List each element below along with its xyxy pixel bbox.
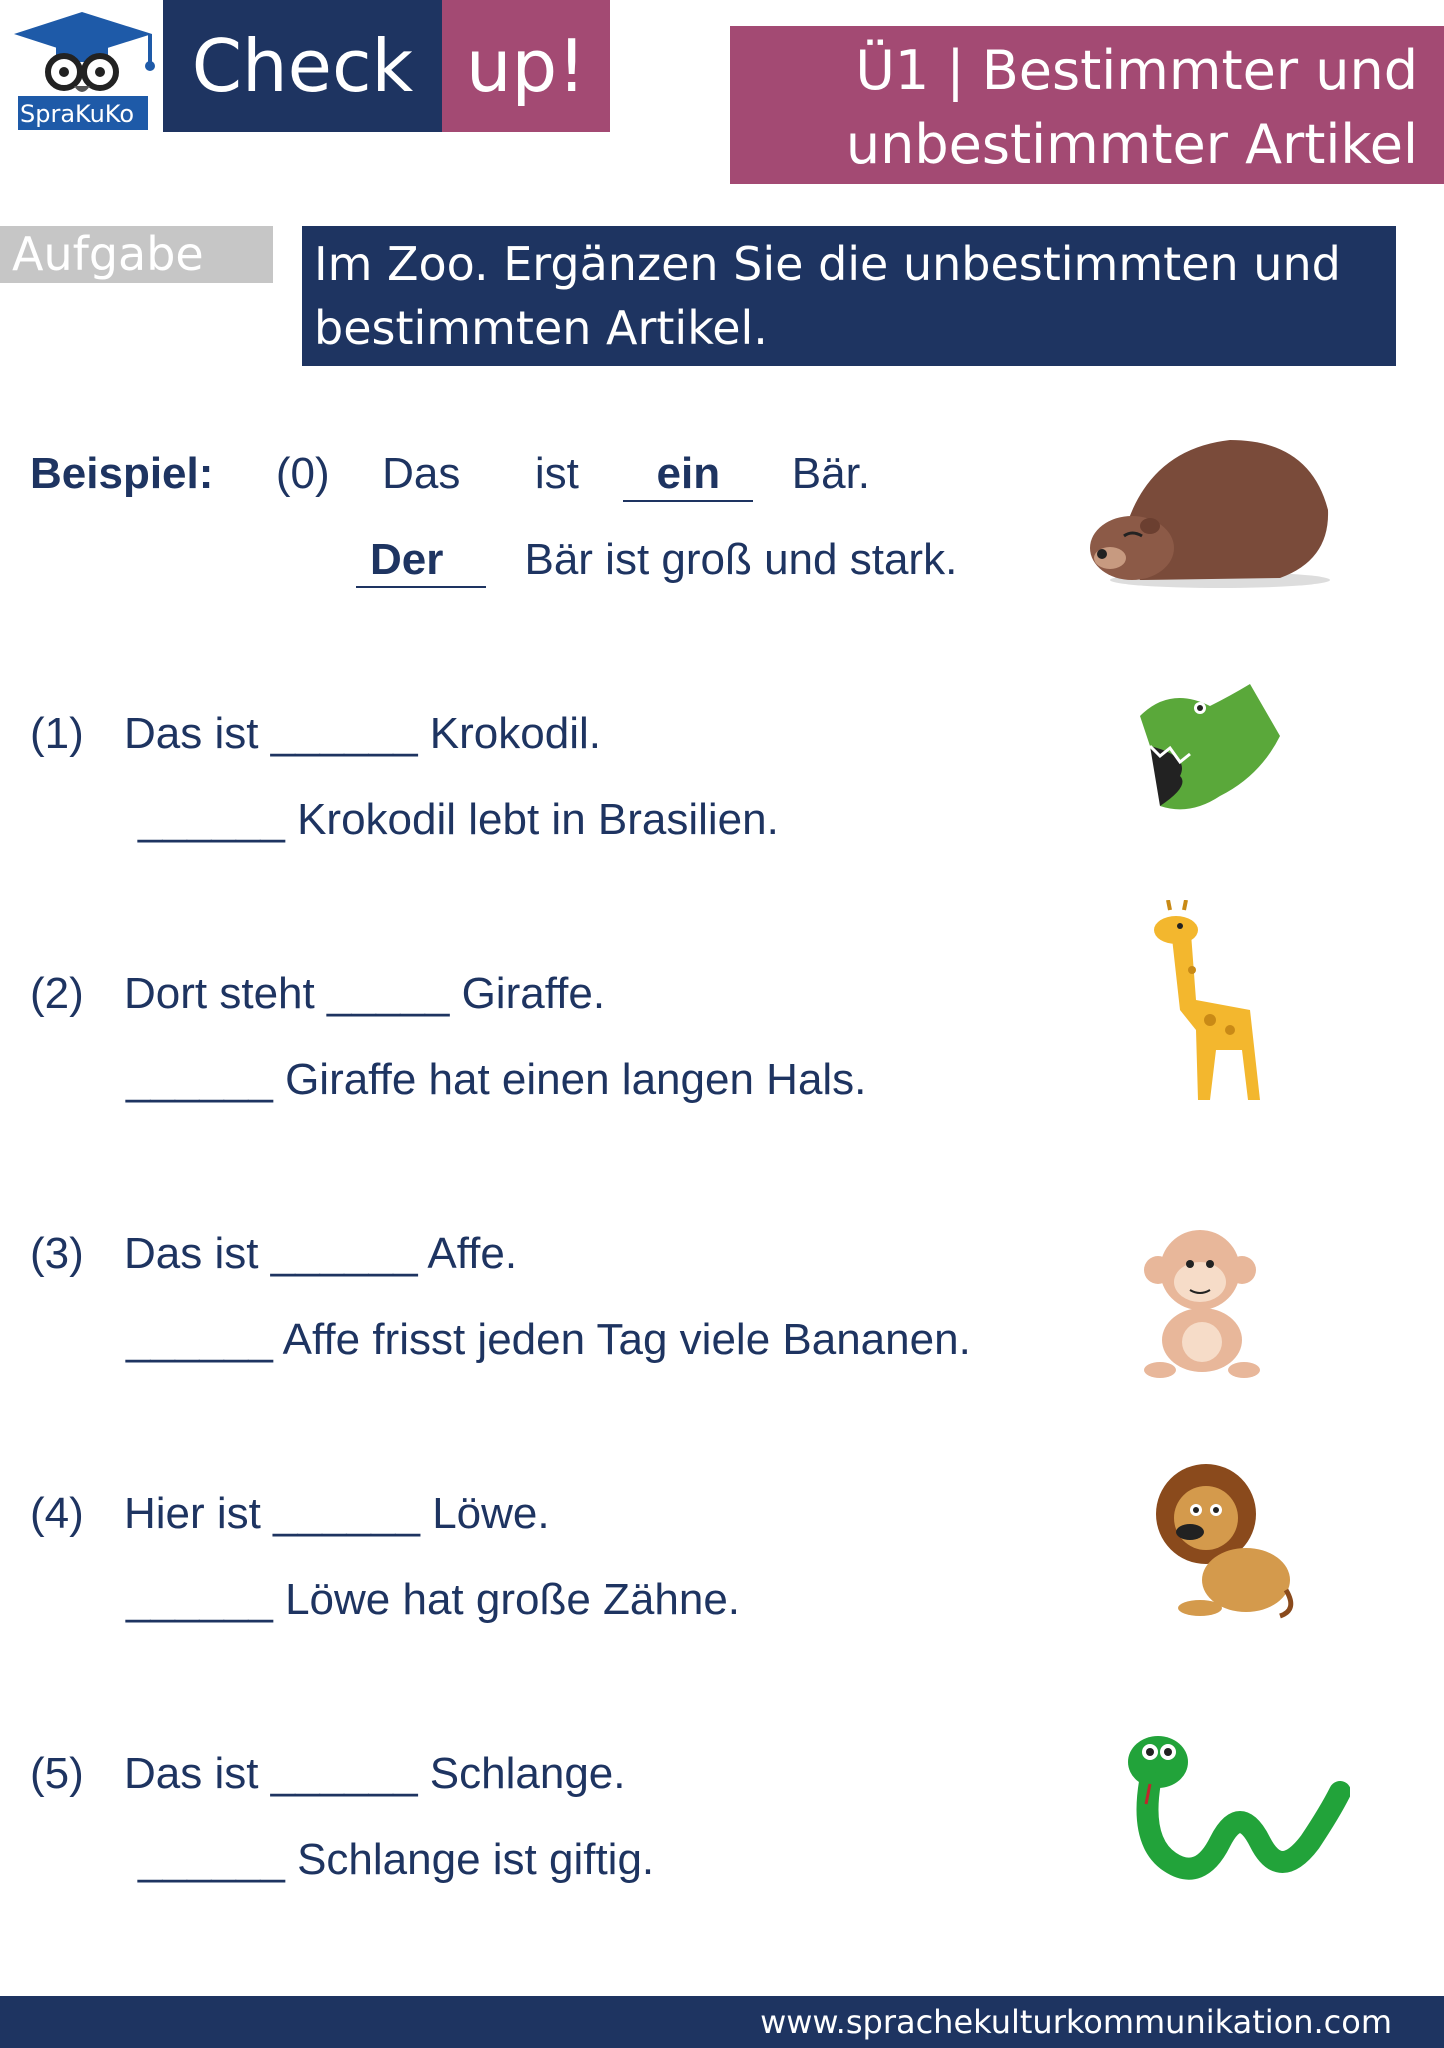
exercise-tail: Krokodil lebt in Brasilien.	[297, 795, 779, 844]
exercise-number: (2)	[30, 969, 84, 1018]
title-line-1: Ü1 | Bestimmter und	[855, 39, 1418, 102]
exercise-tail: Schlange ist giftig.	[297, 1835, 655, 1884]
example-answer-der: Der	[356, 534, 486, 588]
answer-blank[interactable]: ______	[270, 1749, 418, 1798]
exercise-2-line-1	[30, 968, 605, 1020]
exercise-lead: Das ist	[124, 1749, 259, 1798]
title-line-2: unbestimmter Artikel	[845, 113, 1418, 176]
exercise-title	[730, 26, 1444, 184]
crocodile-image	[1130, 676, 1290, 831]
example-rest-2: Bär ist groß und stark.	[524, 535, 958, 584]
example-word-das: Das	[382, 449, 461, 498]
footer-url[interactable]: www.sprachekulturkommunikation.com	[0, 1996, 1444, 2048]
exercise-lead: Dort steht	[124, 969, 315, 1018]
monkey-image	[1130, 1220, 1280, 1385]
example-rest-1: Bär.	[791, 449, 871, 498]
answer-blank[interactable]: ______	[270, 709, 418, 758]
task-label: Aufgabe	[0, 226, 273, 283]
exercise-number: (4)	[30, 1489, 84, 1538]
lion-image	[1150, 1460, 1300, 1627]
snake-image	[1120, 1722, 1350, 1887]
exercise-lead: Hier ist	[124, 1489, 261, 1538]
exercise-number: (3)	[30, 1229, 84, 1278]
exercise-3-line-2	[126, 1314, 971, 1366]
answer-blank[interactable]: ______	[270, 1229, 418, 1278]
exercise-3-line-1	[30, 1228, 517, 1280]
bear-image	[1080, 430, 1336, 599]
example-number: (0)	[275, 449, 330, 498]
exercise-tail: Affe.	[427, 1229, 518, 1278]
exercise-number: (5)	[30, 1749, 84, 1798]
exercise-tail: Affe frisst jeden Tag viele Bananen.	[282, 1315, 971, 1364]
answer-blank[interactable]: ______	[126, 1315, 273, 1364]
exercise-tail: Giraffe hat einen langen Hals.	[285, 1055, 867, 1104]
exercise-lead: Das ist	[124, 709, 259, 758]
exercise-number: (1)	[30, 709, 84, 758]
answer-blank[interactable]: _____	[326, 969, 450, 1018]
check-label: Check	[163, 0, 442, 132]
example-word-ist: ist	[534, 449, 579, 498]
exercise-tail: Krokodil.	[429, 709, 601, 758]
exercise-5-line-2	[138, 1834, 654, 1886]
task-line-2: bestimmten Artikel.	[314, 301, 768, 355]
logo-text: SpraKuKo	[20, 100, 135, 128]
exercise-tail: Giraffe.	[461, 969, 606, 1018]
up-label: up!	[442, 0, 610, 132]
exercise-2-line-2	[126, 1054, 866, 1106]
answer-blank[interactable]: ______	[273, 1489, 420, 1538]
example-line-1	[30, 448, 870, 502]
exercise-tail: Löwe.	[432, 1489, 550, 1538]
exercise-1-line-2	[138, 794, 779, 846]
example-line-2	[356, 534, 957, 588]
exercise-5-line-1	[30, 1748, 625, 1800]
exercise-tail: Schlange.	[429, 1749, 626, 1798]
task-line-1: Im Zoo. Ergänzen Sie die unbestimmten und	[314, 237, 1341, 291]
answer-blank[interactable]: ______	[126, 1575, 273, 1624]
exercise-4-line-2	[126, 1574, 740, 1626]
answer-blank[interactable]: ______	[138, 795, 285, 844]
exercise-lead: Das ist	[124, 1229, 259, 1278]
example-answer-ein: ein	[623, 448, 753, 502]
exercise-1-line-1	[30, 708, 601, 760]
task-instruction	[302, 226, 1396, 366]
exercise-tail: Löwe hat große Zähne.	[285, 1575, 741, 1624]
giraffe-image	[1140, 900, 1270, 1115]
answer-blank[interactable]: ______	[138, 1835, 285, 1884]
sprakuko-logo	[4, 6, 160, 132]
exercise-4-line-1	[30, 1488, 550, 1540]
answer-blank[interactable]: ______	[126, 1055, 273, 1104]
example-label: Beispiel:	[30, 449, 214, 498]
